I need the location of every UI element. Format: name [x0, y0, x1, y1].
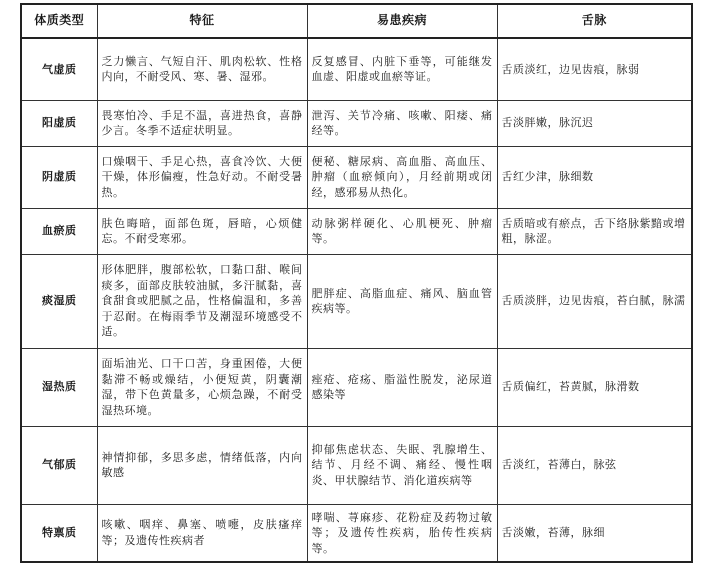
- cell-tongue: 舌质淡胖，边见齿痕，苔白腻，脉濡: [497, 254, 692, 348]
- header-tongue: 舌脉: [497, 4, 692, 38]
- cell-tongue: 舌质淡红，边见齿痕，脉弱: [497, 38, 692, 100]
- cell-type: 阴虚质: [21, 146, 97, 208]
- cell-type: 血瘀质: [21, 208, 97, 254]
- table-row: [21, 254, 692, 348]
- constitution-table: [20, 3, 693, 563]
- cell-type: 阳虚质: [21, 100, 97, 146]
- cell-features: 形体肥胖，腹部松软，口黏口甜、喉间痰多，面部皮肤较油腻，多汗腻黏，喜食甜食或肥腻之品，性格偏温和，多善于忍耐。在梅雨季节及潮湿环境感受不适。: [97, 254, 307, 348]
- header-diseases: 易患疾病: [307, 4, 497, 38]
- cell-tongue: 舌淡胖嫩，脉沉迟: [497, 100, 692, 146]
- cell-diseases: 动脉粥样硬化、心肌梗死、肿瘤等。: [307, 208, 497, 254]
- cell-features: 口燥咽干、手足心热，喜食冷饮、大便干燥，体形偏瘦，性急好动。不耐受暑热。: [97, 146, 307, 208]
- header-features: 特征: [97, 4, 307, 38]
- cell-tongue: 舌淡嫩，苔薄，脉细: [497, 504, 692, 562]
- cell-diseases: 便秘、糖尿病、高血脂、高血压、肿瘤（血瘀倾向），月经前期或闭经，感邪易从热化。: [307, 146, 497, 208]
- cell-features: 面垢油光、口干口苦，身重困倦，大便黏滞不畅或燥结，小便短黄，阴囊潮湿，带下色黄量多，心烦急躁，不耐受湿热环境。: [97, 348, 307, 426]
- cell-type: 气郁质: [21, 426, 97, 504]
- cell-diseases: 哮喘、荨麻疹、花粉症及药物过敏等；及遗传性疾病，胎传性疾病等。: [307, 504, 497, 562]
- cell-type: 痰湿质: [21, 254, 97, 348]
- table-row: [21, 146, 692, 208]
- cell-features: 咳嗽、咽痒、鼻塞、喷嚏，皮肤瘙痒等；及遗传性疾病者: [97, 504, 307, 562]
- header-type: 体质类型: [21, 4, 97, 38]
- table-row: [21, 426, 692, 504]
- cell-diseases: 泄泻、关节冷痛、咳嗽、阳痿、痛经等。: [307, 100, 497, 146]
- cell-type: 气虚质: [21, 38, 97, 100]
- table-row: [21, 504, 692, 562]
- cell-type: 湿热质: [21, 348, 97, 426]
- cell-tongue: 舌质偏红，苔黄腻，脉滑数: [497, 348, 692, 426]
- constitution-table-wrapper: [20, 3, 691, 563]
- header-row: [21, 4, 692, 38]
- table-row: [21, 208, 692, 254]
- table-row: [21, 38, 692, 100]
- cell-diseases: 肥胖症、高脂血症、痛风、脑血管疾病等。: [307, 254, 497, 348]
- table-header: [21, 4, 692, 38]
- cell-type: 特禀质: [21, 504, 97, 562]
- cell-diseases: 抑郁焦虑状态、失眠、乳腺增生、结节、月经不调、痛经、慢性咽炎、甲状腺结节、消化道疾病等: [307, 426, 497, 504]
- cell-features: 乏力懒言、气短自汗、肌肉松软、性格内向，不耐受风、寒、暑、湿邪。: [97, 38, 307, 100]
- table-row: [21, 100, 692, 146]
- cell-diseases: 痤疮、疮疡、脂溢性脱发，泌尿道感染等: [307, 348, 497, 426]
- cell-features: 神情抑郁，多思多虑，情绪低落，内向敏感: [97, 426, 307, 504]
- table-row: [21, 348, 692, 426]
- cell-tongue: 舌淡红，苔薄白，脉弦: [497, 426, 692, 504]
- cell-tongue: 舌红少津，脉细数: [497, 146, 692, 208]
- cell-features: 肤色晦暗，面部色斑，唇暗，心烦健忘。不耐受寒邪。: [97, 208, 307, 254]
- table-body: [21, 38, 692, 562]
- cell-tongue: 舌质暗或有瘀点，舌下络脉紫黯或增粗，脉涩。: [497, 208, 692, 254]
- cell-features: 畏寒怕冷、手足不温，喜进热食，喜静少言。冬季不适症状明显。: [97, 100, 307, 146]
- cell-diseases: 反复感冒、内脏下垂等，可能继发血虚、阳虚或血瘀等证。: [307, 38, 497, 100]
